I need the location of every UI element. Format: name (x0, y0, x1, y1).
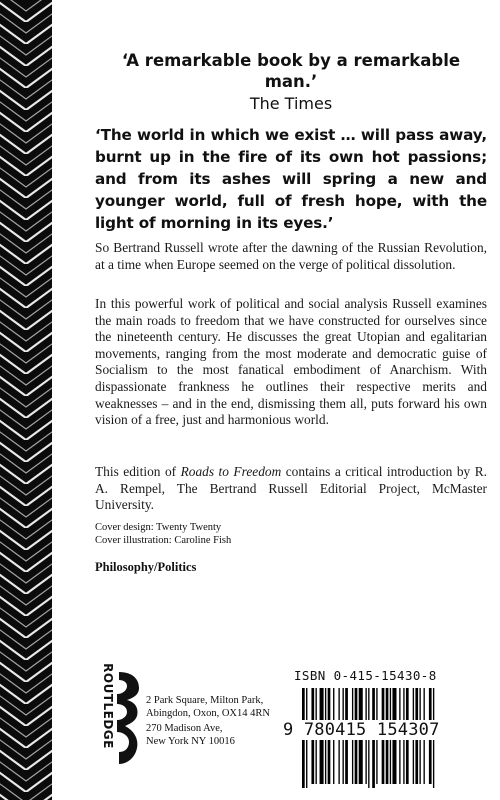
address-uk (146, 694, 270, 720)
publisher-block (95, 663, 295, 788)
address-uk-line1: 2 Park Square, Milton Park, (146, 695, 264, 706)
zigzag-pattern (0, 0, 52, 800)
barcode-digits: 9 780415 154307 (283, 720, 491, 740)
address-us-line1: 270 Madison Ave, (146, 723, 223, 734)
cover-illustration-credit: Cover illustration: Caroline Fish (95, 535, 232, 546)
cover-credits (95, 521, 487, 547)
isbn-label: ISBN 0-415-15430-8 (294, 668, 437, 683)
book-title: Roads to Freedom (180, 464, 282, 479)
category-label: Philosophy/Politics (95, 560, 197, 574)
description-paragraph-1: So Bertrand Russell wrote after the dawning of the Russian Revolution, at a time when Europe seemed on the verge of political dissolution. (95, 240, 487, 272)
address-us (146, 722, 235, 748)
publisher-name: ROUTLEDGE (101, 663, 115, 749)
routledge-logo-icon (113, 668, 145, 768)
description-paragraph-2: In this powerful work of political and social analysis Russell examines the main roads to freedom that we have constructed for ourselves since the nineteenth century. He discusses the great Utopian and egalitarian movements, ranging from the most moderate and democratic guise of Socialism to the most fanatical embodiment of Anarchism. With dispassionate frankness he outlines their respective merits and weaknesses – and in the end, dismissing them all, puts forward his own vision of a free, just and harmonious world. (95, 296, 487, 428)
cover-design-credit: Cover design: Twenty Twenty (95, 522, 222, 533)
address-us-line2: New York NY 10016 (146, 736, 235, 747)
address-uk-line2: Abingdon, Oxon, OX14 4RN (146, 708, 270, 719)
edition-text-before: This edition of (95, 464, 181, 479)
decorative-border (0, 0, 52, 800)
author-quote: ‘The world in which we exist … will pass away, burnt up in the fire of its own hot passions; and from its ashes will spring a new and younger world, full of fresh hope, with the light of morning in its eyes.’ (95, 126, 487, 232)
edition-text-after: contains a critical introduction by R. A. Rempel, The Bertrand Russell Editorial Project, McMaster University. (95, 464, 487, 513)
review-quote: ‘A remarkable book by a remarkable man.’ (121, 51, 461, 91)
review-source: The Times (249, 94, 333, 113)
description-paragraph-3 (95, 464, 487, 514)
